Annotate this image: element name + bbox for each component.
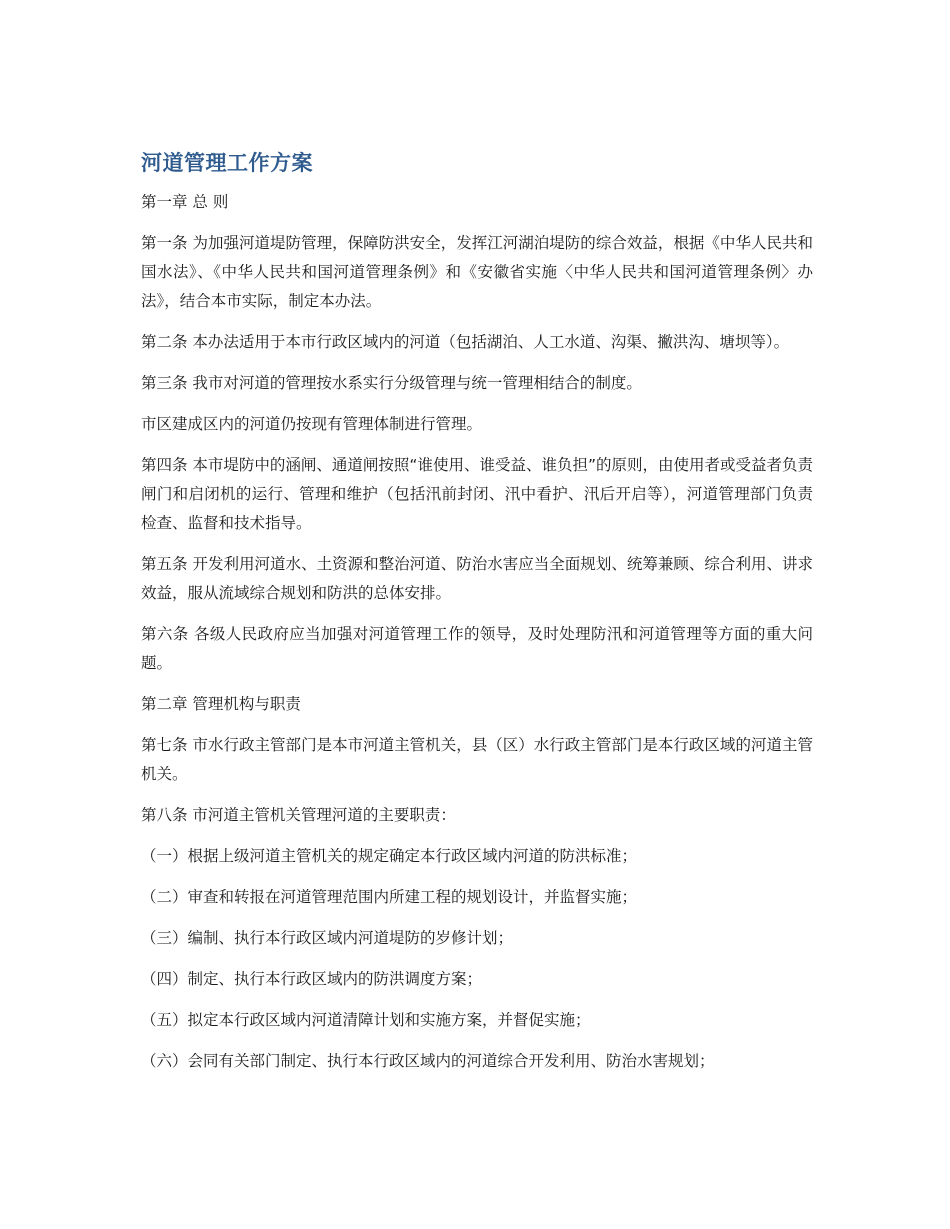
article-paragraph: 市区建成区内的河道仍按现有管理体制进行管理。 xyxy=(141,415,483,433)
article-paragraph: 第七条 市水行政主管部门是本市河道主管机关，县（区）水行政主管部门是本行政区域的河道主管机关。 xyxy=(141,736,813,783)
article-paragraph: 第六条 各级人民政府应当加强对河道管理工作的领导，及时处理防汛和河道管理等方面的重大问题。 xyxy=(141,625,813,672)
article-paragraph: 第四条 本市堤防中的涵闸、通道闸按照“谁使用、谁受益、谁负担”的原则，由使用者或受益者负责闸门和启闭机的运行、管理和维护（包括汛前封闭、汛中看护、汛后开启等），河道管理部门负责检查、监督和技术指导。 xyxy=(141,456,813,532)
chapter-heading: 第二章 管理机构与职责 xyxy=(141,695,301,713)
document-title: 河道管理工作方案 xyxy=(141,151,313,175)
list-item: （一）根据上级河道主管机关的规定确定本行政区域内河道的防洪标准； xyxy=(141,847,638,865)
list-item: （三）编制、执行本行政区域内河道堤防的岁修计划； xyxy=(141,929,514,947)
list-item: （六）会同有关部门制定、执行本行政区域内的河道综合开发利用、防治水害规划； xyxy=(141,1052,715,1070)
article-paragraph: 第一条 为加强河道堤防管理，保障防洪安全，发挥江河湖泊堤防的综合效益，根据《中华人民共和国水法》、《中华人民共和国河道管理条例》和《安徽省实施〈中华人民共和国河道管理条例〉办法》，结合本市实际，制定本办法。 xyxy=(141,234,813,310)
list-item: （四）制定、执行本行政区域内的防洪调度方案； xyxy=(141,970,483,988)
list-item: （五）拟定本行政区域内河道清障计划和实施方案，并督促实施； xyxy=(141,1011,591,1029)
article-paragraph: 第三条 我市对河道的管理按水系实行分级管理与统一管理相结合的制度。 xyxy=(141,374,642,392)
article-paragraph: 第五条 开发利用河道水、土资源和整治河道、防治水害应当全面规划、统筹兼顾、综合利用、讲求效益，服从流域综合规划和防洪的总体安排。 xyxy=(141,555,813,602)
article-paragraph: 第八条 市河道主管机关管理河道的主要职责： xyxy=(141,806,456,824)
document-page xyxy=(141,146,813,1088)
list-item: （二）审查和转报在河道管理范围内所建工程的规划设计，并监督实施； xyxy=(141,888,638,906)
chapter-heading: 第一章 总 则 xyxy=(141,193,229,211)
article-paragraph: 第二条 本办法适用于本市行政区域内的河道（包括湖泊、人工水道、沟渠、撇洪沟、塘坝等）。 xyxy=(141,333,790,351)
